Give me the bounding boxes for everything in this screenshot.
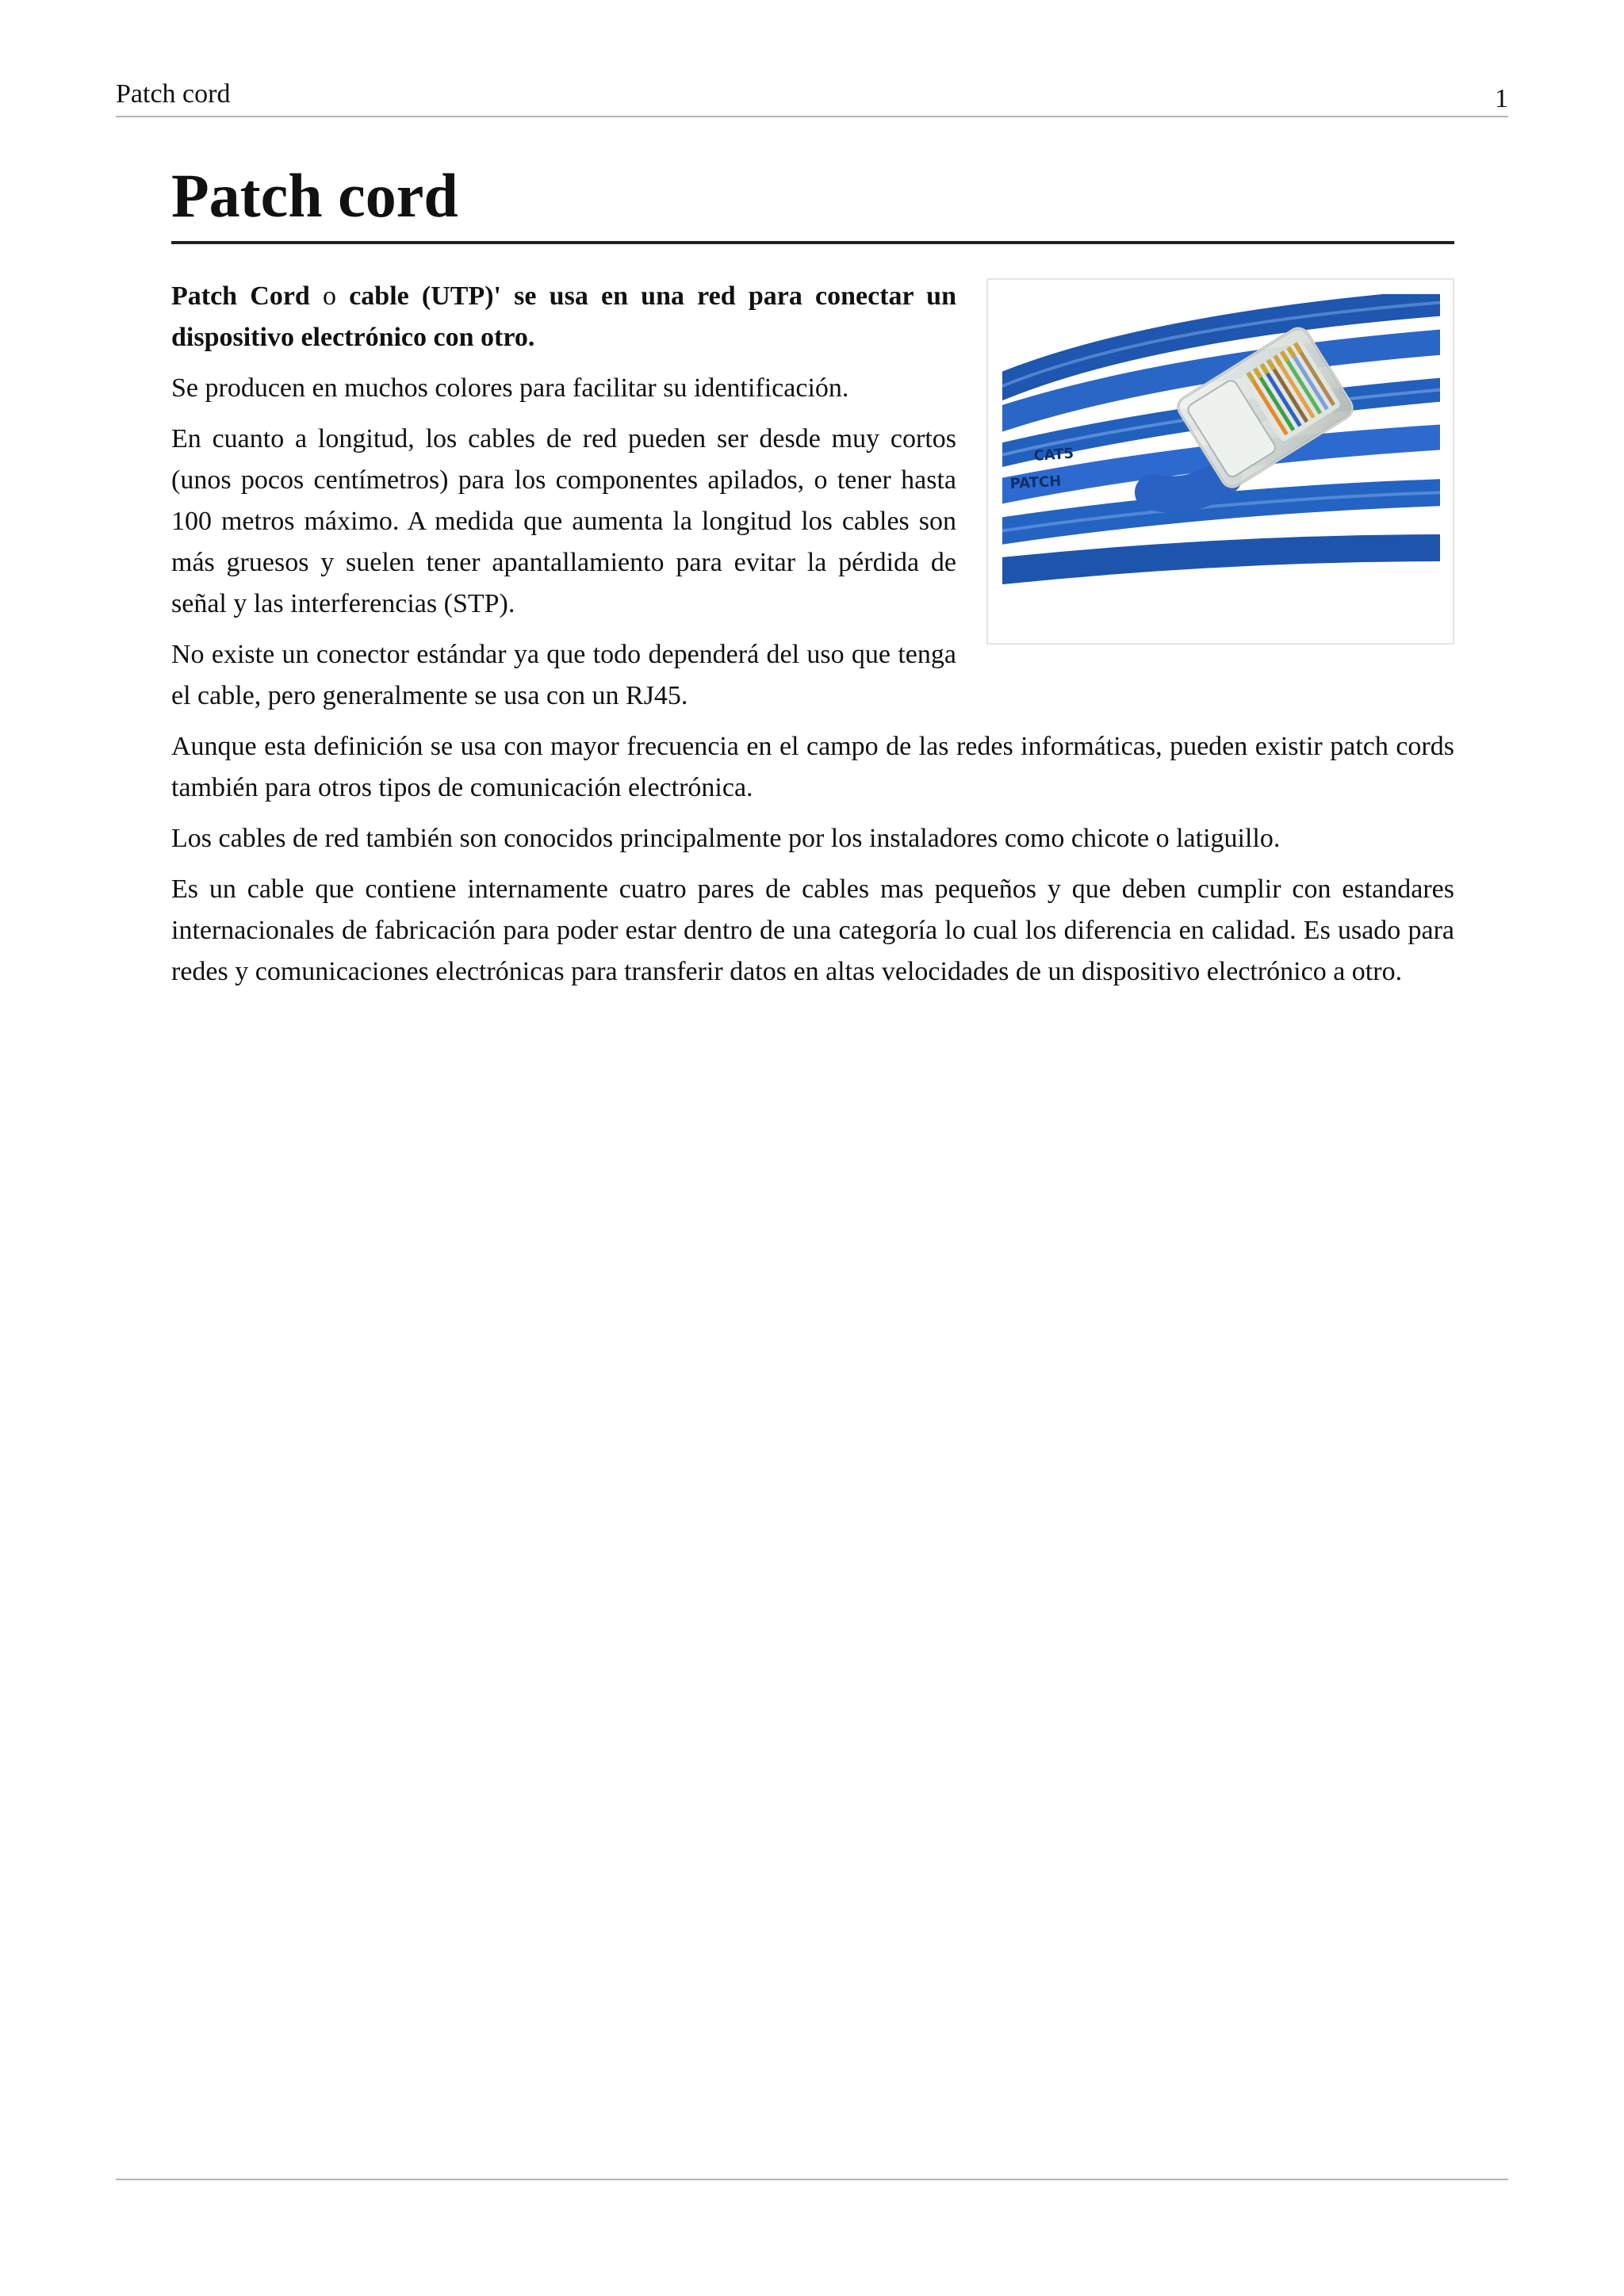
- article-title: Patch cord: [171, 159, 1454, 244]
- article: [171, 159, 1454, 1002]
- running-header: [116, 79, 1508, 117]
- lead-connector: o: [309, 281, 350, 311]
- running-header-title: Patch cord: [116, 79, 231, 109]
- footer-rule: [116, 2179, 1508, 2180]
- lead-term-2: cable (UTP)' se usa en una red para conectar un dispositivo electrónico con otro.: [171, 281, 956, 352]
- patch-cord-image: [1002, 294, 1440, 589]
- patch-cord-figure: [986, 278, 1454, 645]
- paragraph: Se producen en muchos colores para facilitar su identificación.: [171, 373, 849, 403]
- paragraph: Los cables de red también son conocidos principalmente por los instaladores como chicote o latiguillo.: [171, 823, 1281, 853]
- page-number: 1: [1495, 84, 1508, 113]
- lead-term-1: Patch Cord: [171, 281, 310, 311]
- paragraph: Es un cable que contiene internamente cuatro pares de cables mas pequeños y que deben cumplir con estandares internacionales de fabricación para poder estar dentro de una categoría lo cual los diferencia en calidad. Es usado para redes y comunicaciones electrónicas para transferir datos en altas velocidades de un dispositivo electrónico a otro.: [171, 874, 1454, 986]
- paragraph: No existe un conector estándar ya que todo dependerá del uso que tenga el cable, pero generalmente se usa con un RJ45.: [171, 639, 956, 710]
- cable-print-cat5: CAT5: [1032, 445, 1074, 465]
- paragraph: En cuanto a longitud, los cables de red pueden ser desde muy cortos (unos pocos centímetros) para los componentes apilados, o tener hasta 100 metros máximo. A medida que aumenta la longitud los cables son más gruesos y suelen tener apantallamiento para evitar la pérdida de señal y las interferencias (STP).: [171, 423, 956, 618]
- paragraph: Aunque esta definición se usa con mayor frecuencia en el campo de las redes informáticas, pueden existir patch cords también para otros tipos de comunicación electrónica.: [171, 731, 1454, 802]
- cable-print-patch: PATCH: [1009, 473, 1062, 492]
